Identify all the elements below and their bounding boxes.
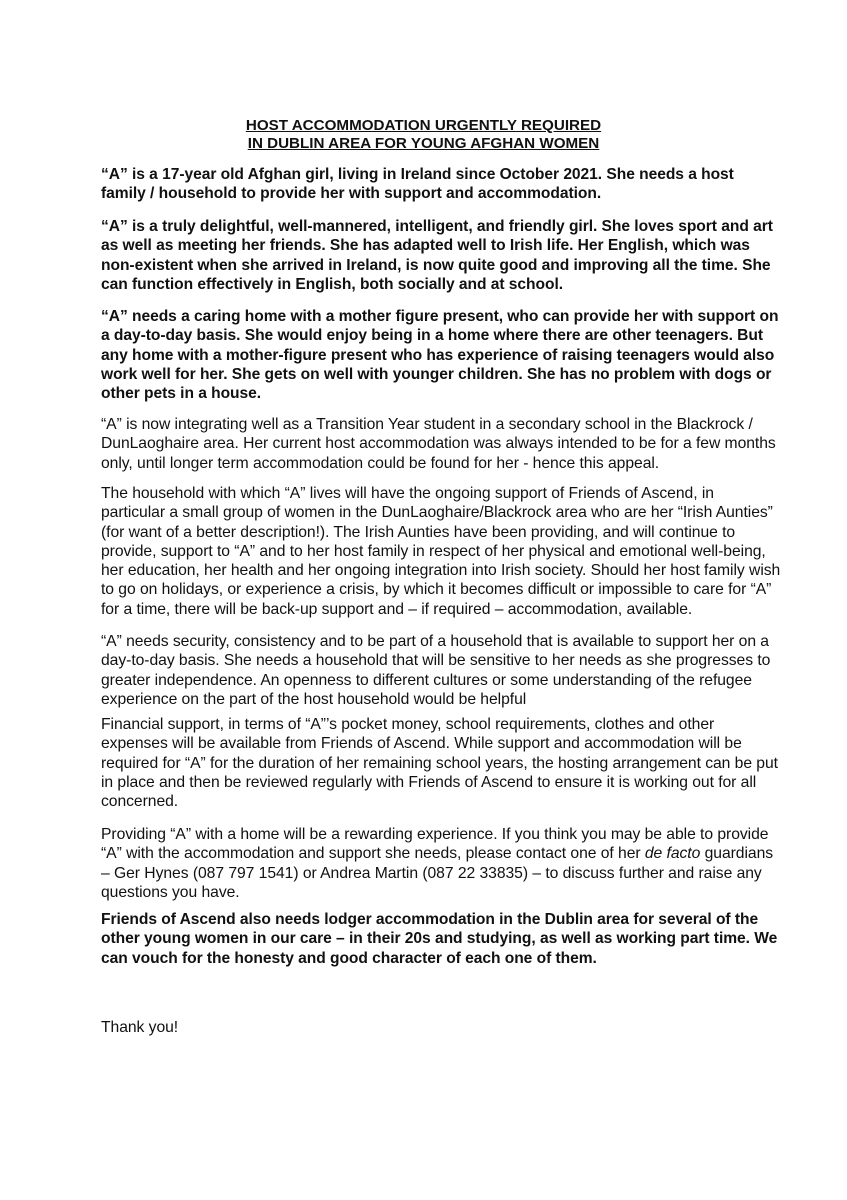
paragraph-financial: Financial support, in terms of “A”’s pocket money, school requirements, clothes and other expenses will be available from Friends of Ascend. While support and accommodation will be required for “A” for the duration of her remaining school years, the hosting arrangement can be put in place and then be reviewed regularly with Friends of Ascend to ensure it is working out for all concerned.: [101, 716, 778, 811]
closing-text: Thank you!: [101, 1019, 179, 1036]
paragraph-needs-home: “A” needs a caring home with a mother figure present, who can provide her with support on a day-to-day basis. She would enjoy being in a home where there are other teenagers. But any home with a mother-figure present who has experience of raising teenagers would also work well for her. She gets on well with younger children. She has no problem with dogs or other pets in a house.: [101, 308, 779, 403]
title-line-2: IN DUBLIN AREA FOR YOUNG AFGHAN WOMEN: [247, 135, 600, 152]
paragraph-school: “A” is now integrating well as a Transition Year student in a secondary school in the Blackrock / DunLaoghaire area. Her current host accommodation was always intended to be for a few months only, until longer term accommodation could be found for her - hence this appeal.: [101, 416, 776, 472]
page-title: [100, 117, 747, 153]
title-line-1: HOST ACCOMMODATION URGENTLY REQUIRED: [245, 117, 602, 134]
paragraph-intro: “A” is a 17-year old Afghan girl, living in Ireland since October 2021. She needs a host family / household to provide her with support and accommodation.: [101, 166, 734, 203]
contact-text-end: guardians – Ger Hynes (087 797 1541) or Andrea Martin (087 22 33835) – to discuss further and raise any questions you have.: [101, 845, 774, 901]
paragraph-description: “A” is a truly delightful, well-mannered, intelligent, and friendly girl. She loves sport and art as well as meeting her friends. She has adapted well to Irish life. Her English, which was non-existent when she arrived in Ireland, is now quite good and improving all the time. She can function effectively in English, both socially and at school.: [101, 218, 773, 293]
paragraph-contact: [101, 825, 781, 902]
paragraph-lodger: Friends of Ascend also needs lodger accommodation in the Dublin area for several of the other young women in our care – in their 20s and studying, as well as working part time. We can vouch for the honesty and good character of each one of them.: [101, 911, 778, 967]
paragraph-support: The household with which “A” lives will have the ongoing support of Friends of Ascend, in particular a small group of women in the DunLaoghaire/Blackrock area who are her “Irish Aunties” (for want of a better description!). The Irish Aunties have been providing, and will continue to provide, support to “A” and to her host family in respect of her physical and emotional well-being, her education, her health and her ongoing integration into Irish society. Should her host family wish to go on holidays, or experience a crisis, by which it becomes difficult or impossible to care for “A” for a time, there will be back-up support and – if required – accommodation, available.: [101, 485, 781, 618]
paragraph-security: “A” needs security, consistency and to be part of a household that is available to support her on a day-to-day basis. She needs a household that will be sensitive to her needs as she progresses to greater independence. An openness to different cultures or some understanding of the refugee experience on the part of the host household would be helpful: [101, 633, 771, 708]
contact-text-italic: de facto: [644, 845, 701, 863]
contact-text-start: Providing “A” with a home will be a rewarding experience. If you think you may be able to provide “A” with the accommodation and support she needs, please contact one of her: [101, 826, 769, 863]
